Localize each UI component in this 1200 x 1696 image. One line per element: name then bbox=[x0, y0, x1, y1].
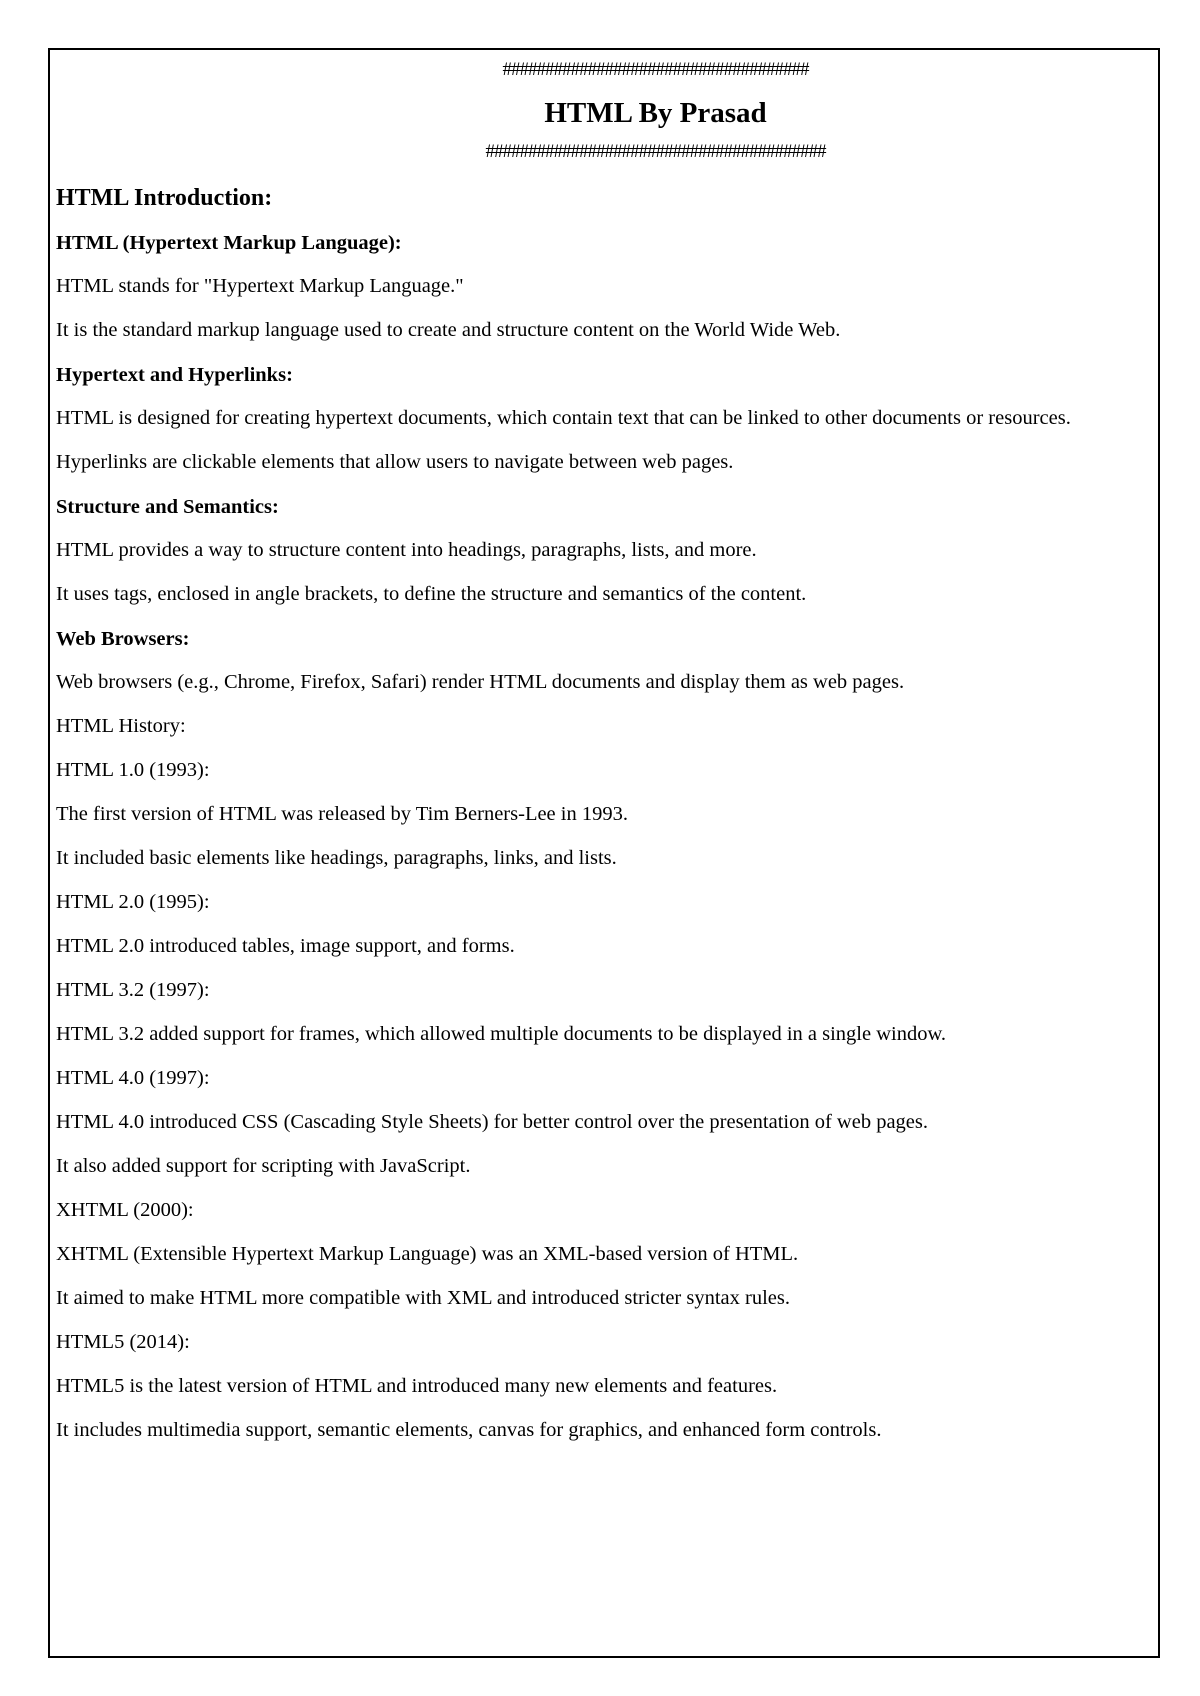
document-title: HTML By Prasad bbox=[544, 97, 767, 129]
section-heading: HTML Introduction: bbox=[56, 185, 273, 211]
sub-heading: Web Browsers: bbox=[56, 628, 190, 650]
paragraph: HTML 2.0 (1995): bbox=[56, 891, 210, 913]
paragraph: It also added support for scripting with JavaScript. bbox=[56, 1155, 471, 1177]
paragraph: HTML5 is the latest version of HTML and introduced many new elements and features. bbox=[56, 1375, 778, 1397]
document-body bbox=[56, 58, 1140, 1444]
paragraph: It is the standard markup language used to create and structure content on the World Wide Web. bbox=[56, 319, 841, 341]
paragraph: It included basic elements like headings, paragraphs, links, and lists. bbox=[56, 847, 617, 869]
paragraph: The first version of HTML was released by Tim Berners-Lee in 1993. bbox=[56, 803, 628, 825]
sub-heading: Hypertext and Hyperlinks: bbox=[56, 364, 293, 386]
paragraph: HTML5 (2014): bbox=[56, 1331, 190, 1353]
paragraph: HTML stands for "Hypertext Markup Language." bbox=[56, 275, 464, 297]
paragraph: XHTML (2000): bbox=[56, 1199, 194, 1221]
paragraph: HTML 4.0 introduced CSS (Cascading Style Sheets) for better control over the presentation of web pages. bbox=[56, 1111, 928, 1133]
paragraph: HTML 3.2 added support for frames, which allowed multiple documents to be displayed in a single window. bbox=[56, 1023, 947, 1045]
paragraph: HTML 3.2 (1997): bbox=[56, 979, 210, 1001]
paragraph: It includes multimedia support, semantic elements, canvas for graphics, and enhanced form controls. bbox=[56, 1419, 882, 1441]
sub-heading: HTML (Hypertext Markup Language): bbox=[56, 232, 402, 254]
document-content bbox=[56, 184, 1140, 1444]
paragraph: Web browsers (e.g., Chrome, Firefox, Safari) render HTML documents and display them as web pages. bbox=[56, 671, 905, 693]
paragraph: HTML History: bbox=[56, 715, 186, 737]
hash-divider-top: #################################### bbox=[502, 59, 809, 80]
sub-heading: Structure and Semantics: bbox=[56, 496, 279, 518]
paragraph: It aimed to make HTML more compatible with XML and introduced stricter syntax rules. bbox=[56, 1287, 791, 1309]
paragraph: It uses tags, enclosed in angle brackets, to define the structure and semantics of the content. bbox=[56, 583, 807, 605]
paragraph: HTML provides a way to structure content into headings, paragraphs, lists, and more. bbox=[56, 539, 757, 561]
paragraph: HTML is designed for creating hypertext documents, which contain text that can be linked to other documents or resources. bbox=[56, 407, 1071, 429]
paragraph: HTML 4.0 (1997): bbox=[56, 1067, 210, 1089]
paragraph: HTML 1.0 (1993): bbox=[56, 759, 210, 781]
paragraph: XHTML (Extensible Hypertext Markup Language) was an XML-based version of HTML. bbox=[56, 1243, 799, 1265]
hash-divider-bottom: ######################################## bbox=[485, 141, 826, 162]
paragraph: Hyperlinks are clickable elements that allow users to navigate between web pages. bbox=[56, 451, 734, 473]
paragraph: HTML 2.0 introduced tables, image support, and forms. bbox=[56, 935, 515, 957]
